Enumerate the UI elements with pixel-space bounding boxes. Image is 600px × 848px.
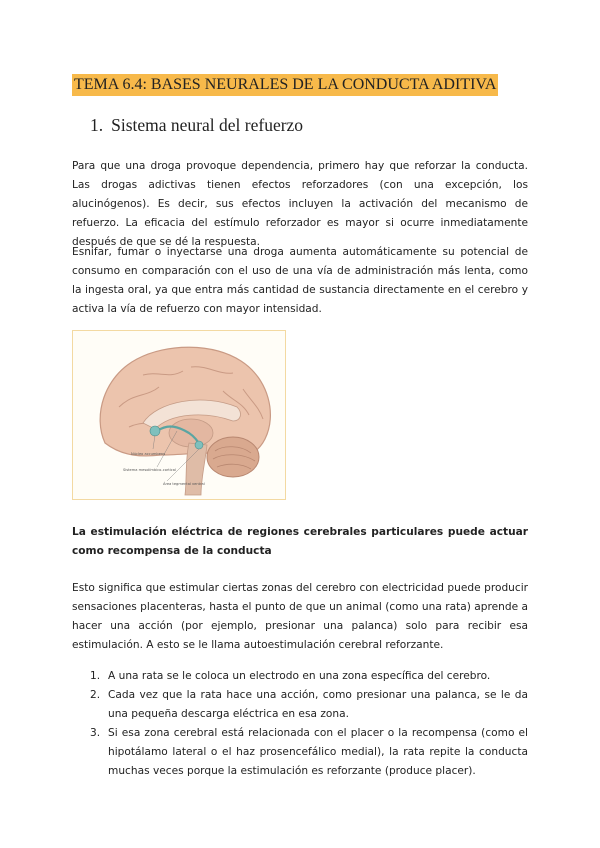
paragraph-1: Para que una droga provoque dependencia, primero hay que reforzar la conducta. Las drogas adictivas tienen efectos reforzadores (con una excepción, los alucinógenos). Es decir, sus efectos incluyen la activación del mecanismo de refuerzo. La eficacia del estímulo reforzador es mayor si ocurre inmediatamente después de que se dé la respuesta. xyxy=(72,160,528,248)
list-item xyxy=(72,667,528,686)
brain-illustration xyxy=(73,331,286,500)
list-item-text: A una rata se le coloca un electrodo en una zona específica del cerebro. xyxy=(108,670,491,682)
list-item-text: Si esa zona cerebral está relacionada con el placer o la recompensa (como el hipotálamo lateral o el haz prosencefálico medial), la rata repite la conducta muchas veces porque la estimulación es reforzante (produce placer). xyxy=(108,727,528,777)
list-item-text: Cada vez que la rata hace una acción, como presionar una palanca, se le da una pequeña descarga eléctrica en esa zona. xyxy=(108,689,528,720)
list-item xyxy=(72,724,528,781)
list-item-number: 2. xyxy=(90,689,101,701)
paragraph-3: Esto significa que estimular ciertas zonas del cerebro con electricidad puede producir sensaciones placenteras, hasta el punto de que un animal (como una rata) aprende a hacer una acción (por ejemplo, presionar una palanca) solo para recibir esa estimulación. A esto se le llama autoestimulación cerebral reforzante. xyxy=(72,582,528,651)
section-heading xyxy=(90,113,303,137)
paragraph-2: Esnifar, fumar o inyectarse una droga aumenta automáticamente su potencial de consumo en comparación con el uso de una vía de administración más lenta, como la ingesta oral, ya que entra más cantidad de sustancia directamente en el cerebro y activa la vía de refuerzo con mayor intensidad. xyxy=(72,246,528,315)
label-nucleus-accumbens: Núcleo accumbens xyxy=(131,452,166,456)
brain-figure xyxy=(72,330,286,500)
section-label: Sistema neural del refuerzo xyxy=(111,115,304,135)
list-item-number: 3. xyxy=(90,727,101,739)
numbered-list xyxy=(72,667,528,781)
label-mesolimbic-system: Sistema mesolímbico-cortical xyxy=(123,468,176,472)
bold-heading: La estimulación eléctrica de regiones cerebrales particulares puede actuar como recompensa de la conducta xyxy=(72,526,528,557)
list-item xyxy=(72,686,528,724)
list-item-number: 1. xyxy=(90,670,101,682)
document-title: TEMA 6.4: BASES NEURALES DE LA CONDUCTA ADITIVA xyxy=(72,74,498,96)
section-number: 1. xyxy=(90,115,104,135)
label-ventral-tegmental-area: Área tegmental ventral xyxy=(163,482,205,486)
